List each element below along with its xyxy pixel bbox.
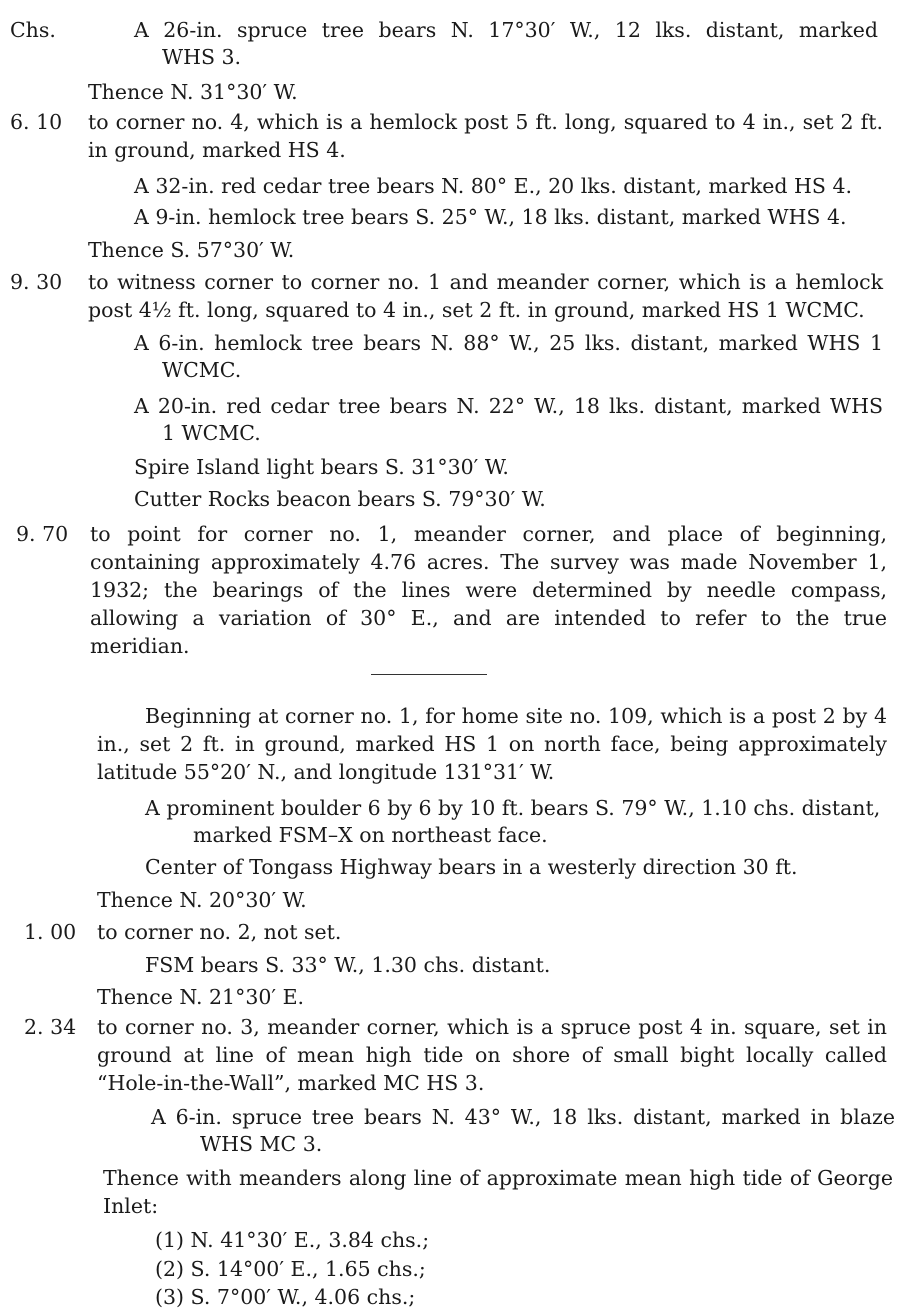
thence-course-2: Thence S. 57°30′ W.: [88, 238, 295, 262]
section-divider: [371, 674, 487, 675]
bearing-spruce-26-cont: WHS 3.: [162, 45, 242, 69]
corner-3-description: to corner no. 3, meander corner, which is a spruce post 4 in. square, set in ground at line of mean high tide on shore of small bight locally called “Hole-in-the-Wall”, marked MC HS 3.: [97, 1015, 887, 1095]
closing-paragraph: to point for corner no. 1, meander corner, and place of beginning, containing approximately 4.76 acres. The survey was made November 1, 1932; the bearings of the lines were determined by needle compass, allowing a variation of 30° E., and are intended to refer to the true meridian.: [90, 522, 887, 658]
bearing-spruce-6: A 6-in. spruce tree bears N. 43° W., 18 lks. distant, marked in blaze: [151, 1105, 895, 1129]
cutter-rocks-beacon-bearing: Cutter Rocks beacon bears S. 79°30′ W.: [134, 487, 546, 511]
bearing-red-cedar-32: A 32-in. red cedar tree bears N. 80° E., 20 lks. distant, marked HS 4.: [134, 174, 853, 198]
tongass-highway-bearing: Center of Tongass Highway bears in a westerly direction 30 ft.: [145, 855, 798, 879]
meander-item-2: (2) S. 14°00′ E., 1.65 chs.;: [155, 1257, 426, 1281]
bearing-spruce-26: A 26-in. spruce tree bears N. 17°30′ W., 12 lks. distant, marked: [134, 18, 878, 42]
bearing-hemlock-6: A 6-in. hemlock tree bears N. 88° W., 25 lks. distant, marked WHS 1: [134, 331, 883, 355]
meander-item-1: (1) N. 41°30′ E., 3.84 chs.;: [155, 1228, 430, 1252]
boulder-bearing-cont: marked FSM–X on northeast face.: [193, 823, 548, 847]
distance-6-10: 6. 10: [10, 110, 63, 134]
corner-4-description: to corner no. 4, which is a hemlock post 5 ft. long, squared to 4 in., set 2 ft. in ground, marked HS 4.: [88, 110, 883, 162]
fsm-bearing: FSM bears S. 33° W., 1.30 chs. distant.: [145, 953, 551, 977]
meanders-intro: Thence with meanders along line of approximate mean high tide of George Inlet:: [103, 1166, 893, 1218]
meander-item-3: (3) S. 7°00′ W., 4.06 chs.;: [155, 1285, 416, 1309]
spire-island-light-bearing: Spire Island light bears S. 31°30′ W.: [134, 455, 509, 479]
bearing-spruce-6-cont: WHS MC 3.: [200, 1132, 323, 1156]
bearing-hemlock-6-cont: WCMC.: [162, 358, 242, 382]
distance-1-00: 1. 00: [24, 920, 77, 944]
distance-2-34: 2. 34: [24, 1015, 77, 1039]
distance-9-70: 9. 70: [16, 522, 69, 546]
home-site-109-intro: Beginning at corner no. 1, for home site no. 109, which is a post 2 by 4 in., set 2 ft. in ground, marked HS 1 on north face, being approximately latitude 55°20′ N., and longitude 131°31′ W.: [97, 704, 887, 784]
boulder-bearing: A prominent boulder 6 by 6 by 10 ft. bears S. 79° W., 1.10 chs. distant,: [145, 796, 881, 820]
corner-2-description: to corner no. 2, not set.: [97, 920, 342, 944]
thence-course-3: Thence N. 20°30′ W.: [97, 888, 307, 912]
thence-course-1: Thence N. 31°30′ W.: [88, 80, 298, 104]
chains-column-label: Chs.: [10, 18, 56, 42]
bearing-red-cedar-20: A 20-in. red cedar tree bears N. 22° W., 18 lks. distant, marked WHS: [134, 394, 883, 418]
witness-corner-description: to witness corner to corner no. 1 and meander corner, which is a hemlock post 4½ ft. long, squared to 4 in., set 2 ft. in ground, marked HS 1 WCMC.: [88, 270, 883, 322]
thence-course-4: Thence N. 21°30′ E.: [97, 985, 305, 1009]
bearing-red-cedar-20-cont: 1 WCMC.: [162, 421, 261, 445]
bearing-hemlock-9: A 9-in. hemlock tree bears S. 25° W., 18 lks. distant, marked WHS 4.: [134, 205, 847, 229]
distance-9-30: 9. 30: [10, 270, 63, 294]
